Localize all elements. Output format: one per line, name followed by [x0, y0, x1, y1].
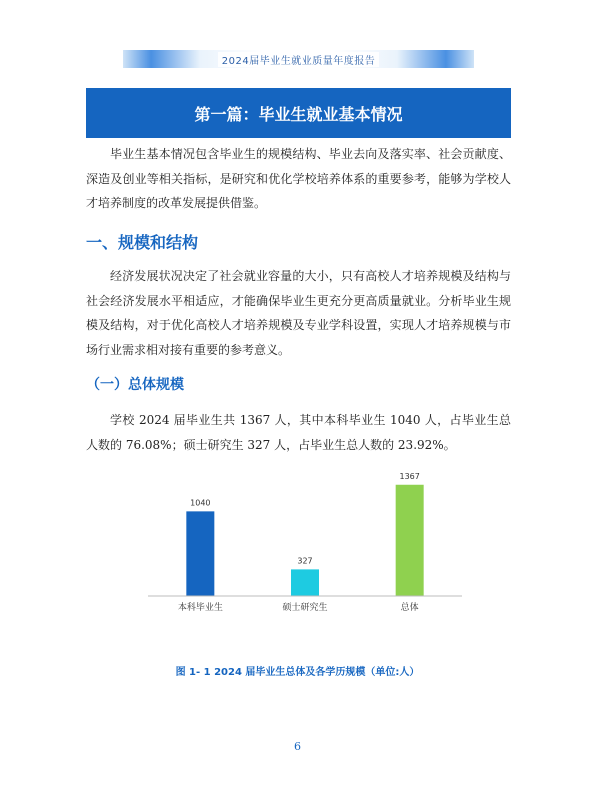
chapter-title: 第一篇：毕业生就业基本情况: [194, 104, 403, 124]
figure-caption: 图 1- 1 2024 届毕业生总体及各学历规模（单位:人）: [175, 667, 420, 678]
bar-value-label-2: 327: [297, 556, 313, 566]
bar-value-label-1: 1040: [190, 498, 211, 508]
intro-paragraph: 毕业生基本情况包含毕业生的规模结构、毕业去向及落实率、社会贡献度、深造及创业等相关指标，是研究和优化学校培养体系的重要参考，能够为学校人才培养制度的改革发展提供借鉴。: [86, 147, 511, 210]
category-label-3: 总体: [400, 603, 419, 613]
report-header-title: 2024届毕业生就业质量年度报告: [218, 52, 379, 67]
graduate-scale-bar-chart: [140, 462, 470, 618]
bar-3: [396, 485, 424, 596]
section-paragraph: 经济发展状况决定了社会就业容量的大小，只有高校人才培养规模及结构与社会经济发展水平相适应，才能确保毕业生更充分更高质量就业。分析毕业生规模及结构，对于优化高校人才培养规模及专业学科设置，实现人才培养规模与市场行业需求相对接有重要的参考意义。: [86, 269, 511, 357]
chapter-title-bar: [86, 88, 511, 138]
category-label-1: 本科毕业生: [177, 603, 223, 613]
bar-1: [186, 511, 214, 596]
subsection-paragraph: 学校 2024 届毕业生共 1367 人，其中本科毕业生 1040 人，占毕业生总人数的 76.08%；硕士研究生 327 人，占毕业生总人数的 23.92%。: [86, 413, 511, 452]
report-header-banner: [123, 50, 474, 68]
bar-2: [291, 569, 319, 596]
page-number: 6: [294, 740, 301, 753]
subsection-heading: （一）总体规模: [86, 377, 184, 393]
bar-value-label-3: 1367: [399, 471, 420, 481]
category-label-2: 硕士研究生: [282, 603, 328, 613]
section-heading: 一、规模和结构: [86, 233, 199, 252]
